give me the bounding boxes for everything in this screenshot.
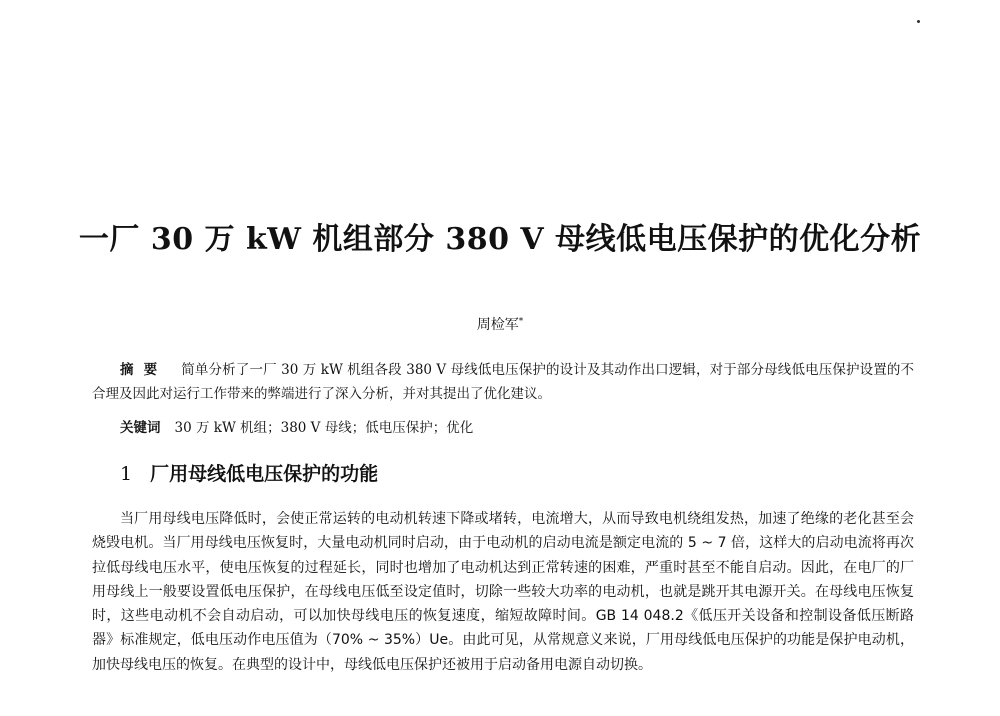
abstract-text: 简单分析了一厂 30 万 kW 机组各段 380 V 母线低电压保护的设计及其动作出口逻辑，对于部分母线低电压保护设置的不合理及因此对运行工作带来的弊端进行了深入分析，并对其提出了优化建议。 [92, 362, 915, 402]
author-footnote-mark: * [518, 316, 524, 327]
keywords-text: 30 万 kW 机组；380 V 母线；低电压保护；优化 [174, 420, 474, 436]
keywords-label: 关键词 [120, 420, 161, 436]
body-paragraph: 当厂用母线电压降低时，会使正常运转的电动机转速下降或堵转，电流增大，从而导致电机绕组发热，加速了绝缘的老化甚至会烧毁电机。当厂用母线电压恢复时，大量电动机同时启动，由于电动机的启动电流是额定电流的 5 ~ 7 倍，这样大的启动电流将再次拉低母线电压水平，使电压恢复的过程延长，同时也增加了电动机达到正常转速的困难，严重时甚至不能自启动。因此，在电厂的厂用母线上一般要设置低电压保护，在母线电压低至设定值时，切除一些较大功率的电动机，也就是跳开其电源开关。在母线电压恢复时，这些电动机不会自动启动，可以加快母线电压的恢复速度，缩短故障时间。GB 14 048.2《低压开关设备和控制设备低压断路器》标准规定，低电压动作电压值为（70% ~ 35%）Ue。由此可见，从常规意义来说，厂用母线低电压保护的功能是保护电动机，加快母线电压的恢复。在典型的设计中，母线低电压保护还被用于启动备用电源自动切换。 [92, 511, 914, 673]
keywords [120, 416, 473, 436]
paper-title: 一厂 30 万 kW 机组部分 380 V 母线低电压保护的优化分析 [78, 222, 922, 257]
section-heading [120, 459, 378, 486]
scan-speck [917, 20, 920, 23]
section-title: 厂用母线低电压保护的功能 [150, 463, 379, 485]
abstract [92, 358, 914, 406]
section-number: 1 [120, 463, 133, 485]
author-line [0, 314, 1000, 334]
abstract-label: 摘要 [120, 362, 168, 378]
author-name: 周检军 [476, 317, 519, 333]
